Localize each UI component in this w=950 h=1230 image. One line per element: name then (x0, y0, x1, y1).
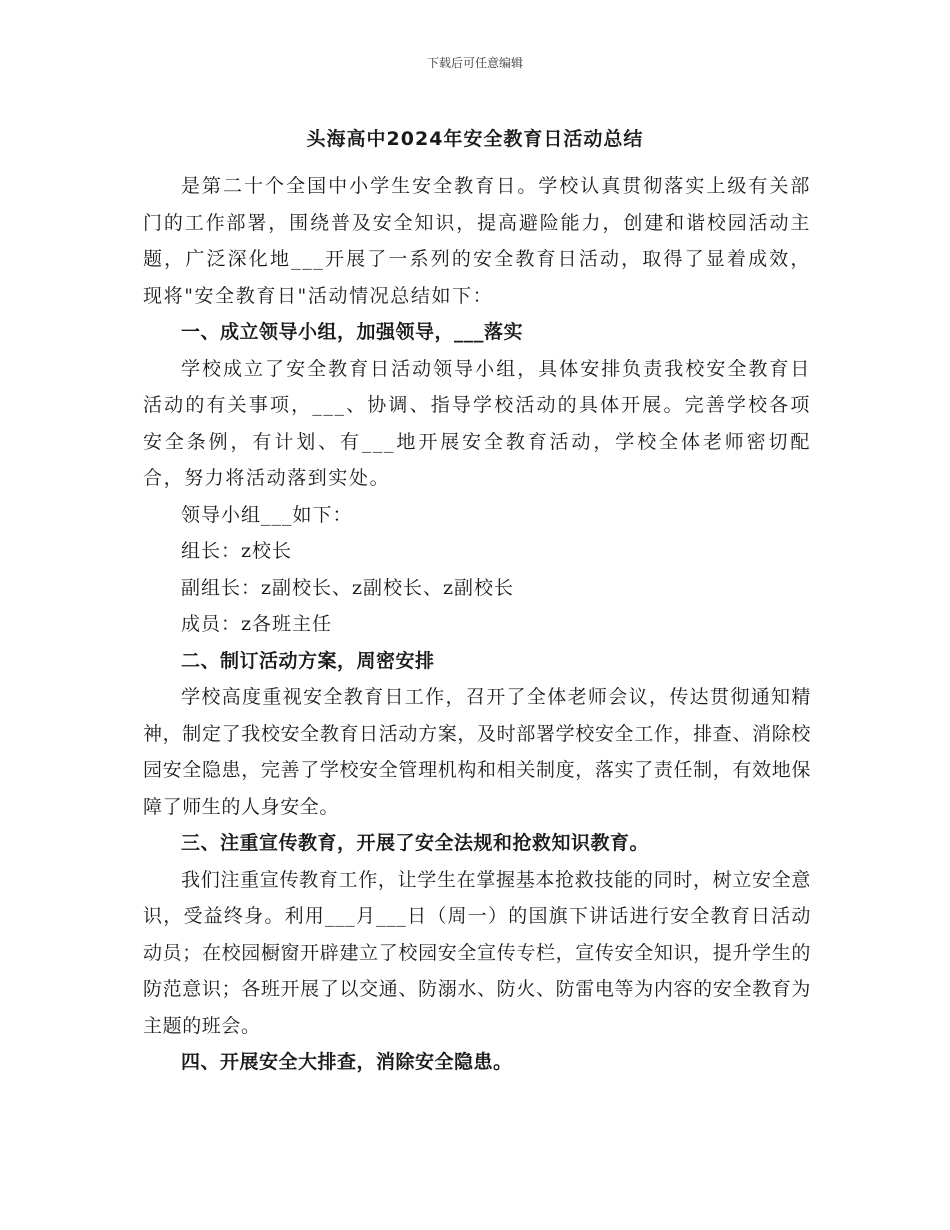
group-intro-line: 领导小组___如下： (181, 503, 353, 526)
members-line: 成员：z各班主任 (181, 613, 333, 635)
leader-line: 组长：z校长 (181, 540, 293, 562)
intro-paragraph: 是第二十个全国中小学生安全教育日。学校认真贯彻落实上级有关部门的工作部署，围绕普及安全知识，提高避险能力，创建和谐校园活动主题，广泛深化地___开展了一系列的安全教育日活动，取得了显着成效，现将"安全教育日"活动情况总结如下： (143, 175, 811, 307)
document-body (143, 168, 811, 1081)
section-4-heading: 四、开展安全大排查，消除安全隐患。 (181, 1051, 513, 1073)
vice-leaders-line: 副组长：z副校长、z副校长、z副校长 (181, 576, 515, 599)
section-3-heading: 三、注重宣传教育，开展了安全法规和抢救知识教育。 (181, 832, 650, 854)
section-3-paragraph: 我们注重宣传教育工作，让学生在掌握基本抢救技能的同时，树立安全意识，受益终身。利用___月___日（周一）的国旗下讲话进行安全教育日活动动员；在校园橱窗开辟建立了校园安全宣传专栏，宣传安全知识，提升学生的防范意识；各班开展了以交通、防溺水、防火、防雷电等为内容的安全教育为主题的班会。 (143, 868, 811, 1037)
header-note: 下载后可任意编辑 (426, 56, 523, 70)
section-2-paragraph: 学校高度重视安全教育日工作，召开了全体老师会议，传达贯彻通知精神，制定了我校安全教育日活动方案，及时部署学校安全工作，排查、消除校园安全隐患，完善了学校安全管理机构和相关制度，落实了责任制，有效地保障了师生的人身安全。 (143, 686, 811, 818)
section-1-paragraph: 学校成立了安全教育日活动领导小组，具体安排负责我校安全教育日活动的有关事项，___、协调、指导学校活动的具体开展。完善学校各项安全条例，有计划、有___地开展安全教育活动，学校全体老师密切配合，努力将活动落到实处。 (143, 357, 811, 489)
document-title: 头海高中2024年安全教育日活动总结 (306, 128, 644, 150)
section-2-heading: 二、制订活动方案，周密安排 (181, 649, 435, 672)
section-1-heading: 一、成立领导小组，加强领导，___落实 (181, 321, 524, 343)
